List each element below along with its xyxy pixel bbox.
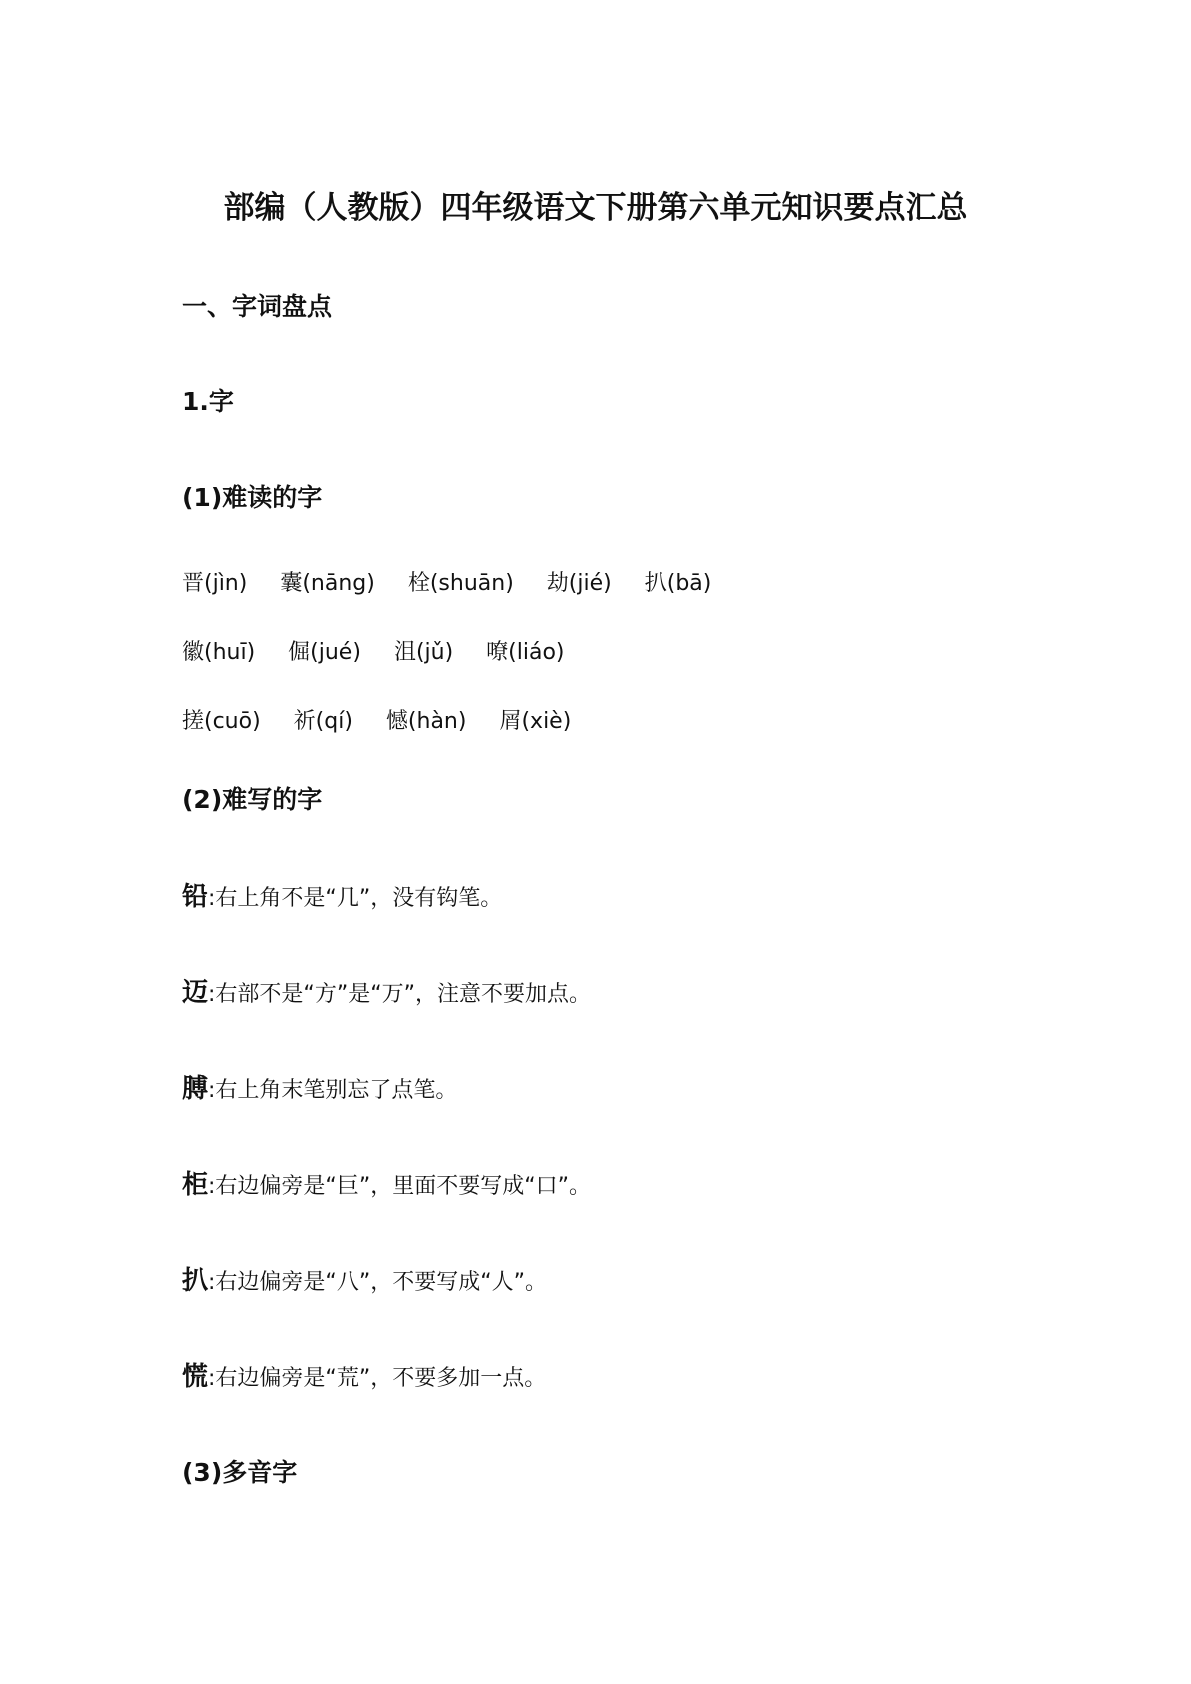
document-title: 部编（人教版）四年级语文下册第六单元知识要点汇总 <box>223 190 968 226</box>
section-heading: 一、字词盘点 <box>182 292 333 321</box>
note-character: 扒 <box>182 1266 209 1296</box>
note-text: :右上角不是“几”，没有钩笔。 <box>208 886 503 911</box>
note-text: :右边偏旁是“荒”，不要多加一点。 <box>208 1366 547 1391</box>
note-character: 迈 <box>182 978 209 1008</box>
pinyin-entry: 晋(jìn) <box>182 571 248 596</box>
writing-note <box>182 1071 457 1109</box>
pinyin-entry: 倔(jué) <box>288 640 361 665</box>
note-character: 柜 <box>182 1170 209 1200</box>
pinyin-entry: 憾(hàn) <box>385 709 467 734</box>
item-heading-hard-to-read: (1)难读的字 <box>182 483 323 512</box>
writing-note <box>182 1359 546 1397</box>
pinyin-entry: 栓(shuān) <box>407 571 514 596</box>
writing-note <box>182 1263 547 1301</box>
pinyin-row <box>182 568 737 600</box>
writing-note <box>182 1167 591 1205</box>
pinyin-row <box>182 706 597 738</box>
note-character: 膊 <box>182 1074 209 1104</box>
note-text: :右上角末笔别忘了点笔。 <box>208 1078 458 1103</box>
pinyin-entry: 扒(bā) <box>644 571 712 596</box>
note-text: :右边偏旁是“巨”，里面不要写成“口”。 <box>208 1174 592 1199</box>
pinyin-entry: 搓(cuō) <box>182 709 261 734</box>
item-heading-polyphonic: (3)多音字 <box>182 1458 298 1487</box>
subsection-heading: 1.字 <box>182 387 234 416</box>
pinyin-entry: 屑(xiè) <box>499 709 572 734</box>
item-heading-hard-to-write: (2)难写的字 <box>182 785 323 814</box>
pinyin-entry: 徽(huī) <box>182 640 256 665</box>
writing-note <box>182 975 591 1013</box>
pinyin-entry: 劫(jié) <box>546 571 612 596</box>
pinyin-entry: 沮(jǔ) <box>393 640 454 665</box>
pinyin-entry: 祈(qí) <box>293 709 353 734</box>
pinyin-entry: 嘹(liáo) <box>486 640 565 665</box>
note-character: 慌 <box>182 1362 209 1392</box>
note-text: :右部不是“方”是“万”，注意不要加点。 <box>208 982 592 1007</box>
note-text: :右边偏旁是“八”，不要写成“人”。 <box>208 1270 548 1295</box>
pinyin-entry: 囊(nāng) <box>280 571 375 596</box>
pinyin-row <box>182 637 591 669</box>
note-character: 铅 <box>182 882 209 912</box>
writing-note <box>182 879 502 917</box>
